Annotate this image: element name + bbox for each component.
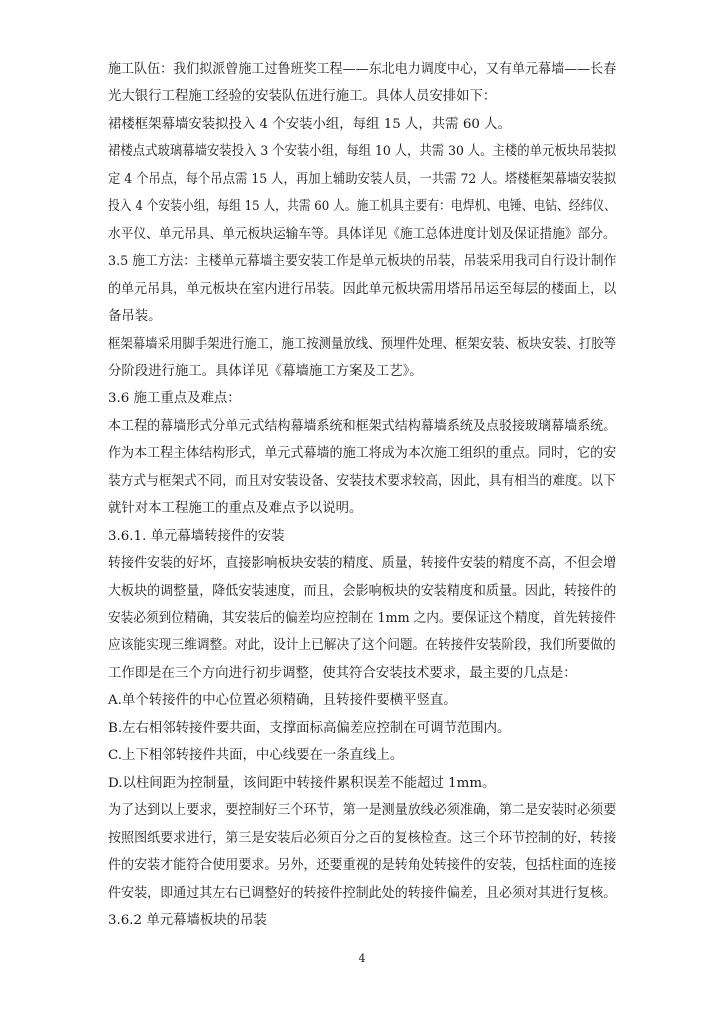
text-line: B.左右相邻转接件要共面，支撑面标高偏差应控制在可调节范围内。 <box>108 720 511 736</box>
text-line: 的单元吊具，单元板块在室内进行吊装。因此单元板块需用塔吊吊运至每层的楼面上，以 <box>108 281 617 297</box>
text-line: 应该能实现三维调整。对此，设计上已解决了这个问题。在转接件安装阶段，我们所要做的 <box>108 638 616 654</box>
text-line: D.以柱间距为控制量，该间距中转接件累积误差不能超过 1mm。 <box>108 775 496 791</box>
text-line: 3.6.1. 单元幕墙转接件的安装 <box>108 528 285 544</box>
text-line: A.单个转接件的中心位置必须精确，且转接件要横平竖直。 <box>108 693 457 709</box>
text-line: 安装必须到位精确，其安装后的偏差均应控制在 1mm 之内。要保证这个精度，首先转接件 <box>108 611 616 626</box>
text-line: 水平仪、单元吊具、单元板块运输车等。具体详见《施工总体进度计划及保证措施》部分。 <box>108 226 616 242</box>
text-line: 按照图纸要求进行，第三是安装后必须百分之百的复核检查。这三个环节控制的好，转接 <box>108 830 617 846</box>
text-line: 本工程的幕墙形式分单元式结构幕墙系统和框架式结构幕墙系统及点驳接玻璃幕墙系统。 <box>108 418 617 434</box>
text-line: 装方式与框架式不同，而且对安装设备、安装技术要求较高，因此，具有相当的难度。以下 <box>108 473 616 489</box>
page-number: 4 <box>358 952 366 965</box>
text-line: 分阶段进行施工。具体详见《幕墙施工方案及工艺》。 <box>108 363 423 379</box>
text-line: 裙楼框架幕墙安装拟投入 4 个安装小组，每组 15 人，共需 60 人。 <box>108 116 511 132</box>
text-line: 投入 4 个安装小组，每组 15 人，共需 60 人。施工机具主要有：电焊机、电锤、电钻、经纬仪、 <box>108 199 616 215</box>
text-line: 件安装，即通过其左右已调整好的转接件控制此处的转接件偏差，且必须对其进行复核。 <box>108 885 617 901</box>
text-line: 定 4 个吊点，每个吊点需 15 人，再加上辅助安装人员，一共需 72 人。塔楼框架幕墙安装拟 <box>108 171 617 187</box>
text-line: 3.6.2 单元幕墙板块的吊装 <box>108 912 267 928</box>
text-line: 备吊装。 <box>108 309 162 325</box>
text-line: 件的安装才能符合使用要求。另外，还要重视的是转角处转接件的安装，包括柱面的连接 <box>108 858 617 874</box>
text-line: 为了达到以上要求，要控制好三个环节，第一是测量放线必须准确，第二是安装时必须要 <box>108 803 617 819</box>
text-line: 转接件安装的好坏，直接影响板块安装的精度、质量，转接件安装的精度不高，不但会增 <box>108 556 617 572</box>
text-line: C.上下相邻转接件共面，中心线要在一条直线上。 <box>108 748 404 764</box>
text-line: 施工队伍：我们拟派曾施工过鲁班奖工程——东北电力调度中心，又有单元幕墙——长春 <box>108 62 617 77</box>
text-line: 3.5 施工方法：主楼单元幕墙主要安装工作是单元板块的吊装，吊装采用我司自行设计制作 <box>108 254 617 270</box>
text-line: 作为本工程主体结构形式，单元式幕墙的施工将成为本次施工组织的重点。同时，它的安 <box>108 446 617 462</box>
text-line: 工作即是在三个方向进行初步调整，使其符合安装技术要求，最主要的几点是： <box>108 665 577 681</box>
text-line: 裙楼点式玻璃幕墙安装投入 3 个安装小组，每组 10 人，共需 30 人。主楼的单元板块吊装拟 <box>108 144 617 160</box>
text-line: 光大银行工程施工经验的安装队伍进行施工。具体人员安排如下： <box>108 89 497 105</box>
text-line: 框架幕墙采用脚手架进行施工，施工按测量放线、预埋件处理、框架安装、板块安装、打胶等 <box>108 336 617 352</box>
text-line: 大板块的调整量，降低安装速度，而且，会影响板块的安装精度和质量。因此，转接件的 <box>108 583 617 599</box>
text-line: 就针对本工程施工的重点及难点予以说明。 <box>108 501 363 517</box>
text-line: 3.6 施工重点及难点： <box>108 391 241 407</box>
